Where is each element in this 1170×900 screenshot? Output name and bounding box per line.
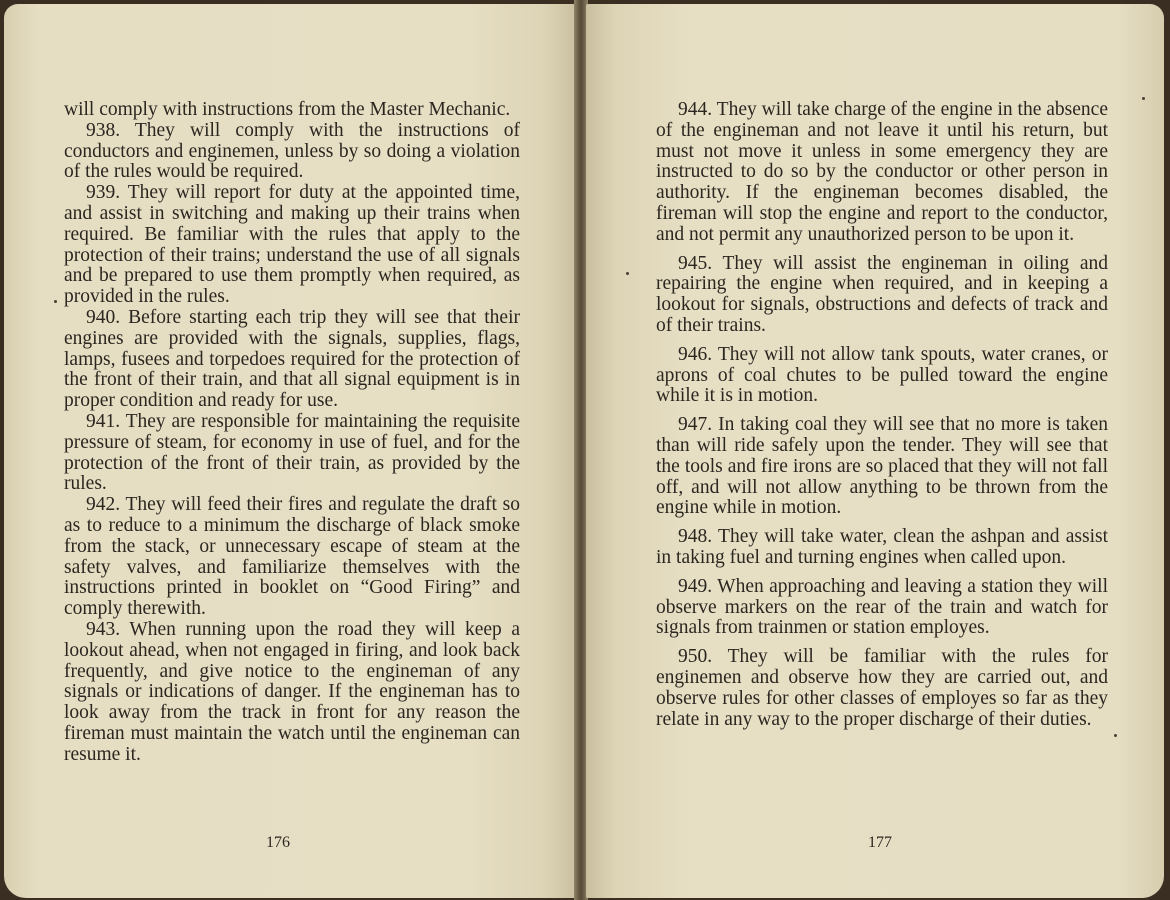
rule-938: 938. They will comply with the instructions of conductors and enginemen, unless by so doing a violation of the rules would be required.: [64, 119, 520, 183]
page-number-right: 177: [868, 834, 892, 851]
rule-944: 944. They will take charge of the engine in the absence of the engineman and not leave it until his return, but must not move it unless in some emergency they are instructed to do so by the conductor or other person in authority. If the engineman becomes disabled, the fireman will stop the engine and report to the conductor, and not permit any unauthorized person to be upon it.: [656, 99, 1108, 245]
left-page-text: [64, 100, 520, 766]
right-page-text: [656, 100, 1108, 738]
paper-speck: [626, 272, 629, 275]
rule-950: 950. They will be familiar with the rules for enginemen and observe how they are carried out, and observe rules for other classes of employes so far as they relate in any way to the proper discharge of their duties.: [656, 646, 1108, 730]
rule-940: 940. Before starting each trip they will see that their engines are provided with the signals, supplies, flags, lamps, fusees and torpedoes required for the protection of the front of their train, and that all signal equipment is in proper condition and ready for use.: [64, 306, 520, 412]
paragraph-continued: will comply with instructions from the Master Mechanic.: [64, 99, 511, 120]
rule-947: 947. In taking coal they will see that no more is taken than will ride safely upon the tender. They will see that the tools and fire irons are so placed that they will not fall off, and will not allow anything to be thrown from the engine while in motion.: [656, 414, 1108, 519]
rule-948: 948. They will take water, clean the ashpan and assist in taking fuel and turning engines when called upon.: [656, 526, 1108, 568]
rule-945: 945. They will assist the engineman in oiling and repairing the engine when required, and in keeping a lookout for signals, obstructions and defects of track and of their trains.: [656, 252, 1108, 336]
rule-941: 941. They are responsible for maintaining the requisite pressure of steam, for economy in use of fuel, and for the protection of the front of their train, as provided by the rules.: [64, 410, 520, 495]
rule-949: 949. When approaching and leaving a station they will observe markers on the rear of the train and watch for signals from trainmen or station employes.: [656, 575, 1108, 639]
rule-939: 939. They will report for duty at the appointed time, and assist in switching and making up their trains when required. Be familiar with the rules that apply to the protection of their trains; understand the use of all signals and be prepared to use them promptly when required, as provided in the rules.: [64, 182, 520, 308]
page-number-left: 176: [266, 834, 290, 851]
right-page: [586, 4, 1164, 898]
rule-943: 943. When running upon the road they will keep a lookout ahead, when not engaged in firing, and look back frequently, and give notice to the engineman of any signals or indications of danger. If the engineman has to look away from the track in front for any reason the fireman must maintain the watch until the engineman can resume it.: [64, 618, 520, 765]
rule-942: 942. They will feed their fires and regulate the draft so as to reduce to a minimum the discharge of black smoke from the stack, or unnecessary escape of steam at the safety valves, and familiarize themselves with the instructions printed in booklet on “Good Firing” and comply therewith.: [64, 494, 520, 620]
rule-946: 946. They will not allow tank spouts, water cranes, or aprons of coal chutes to be pulled toward the engine while it is in motion.: [656, 343, 1108, 407]
left-page: [4, 4, 578, 898]
paper-speck: [54, 300, 57, 303]
paper-speck: [1142, 97, 1145, 100]
paper-speck: [1114, 734, 1117, 737]
